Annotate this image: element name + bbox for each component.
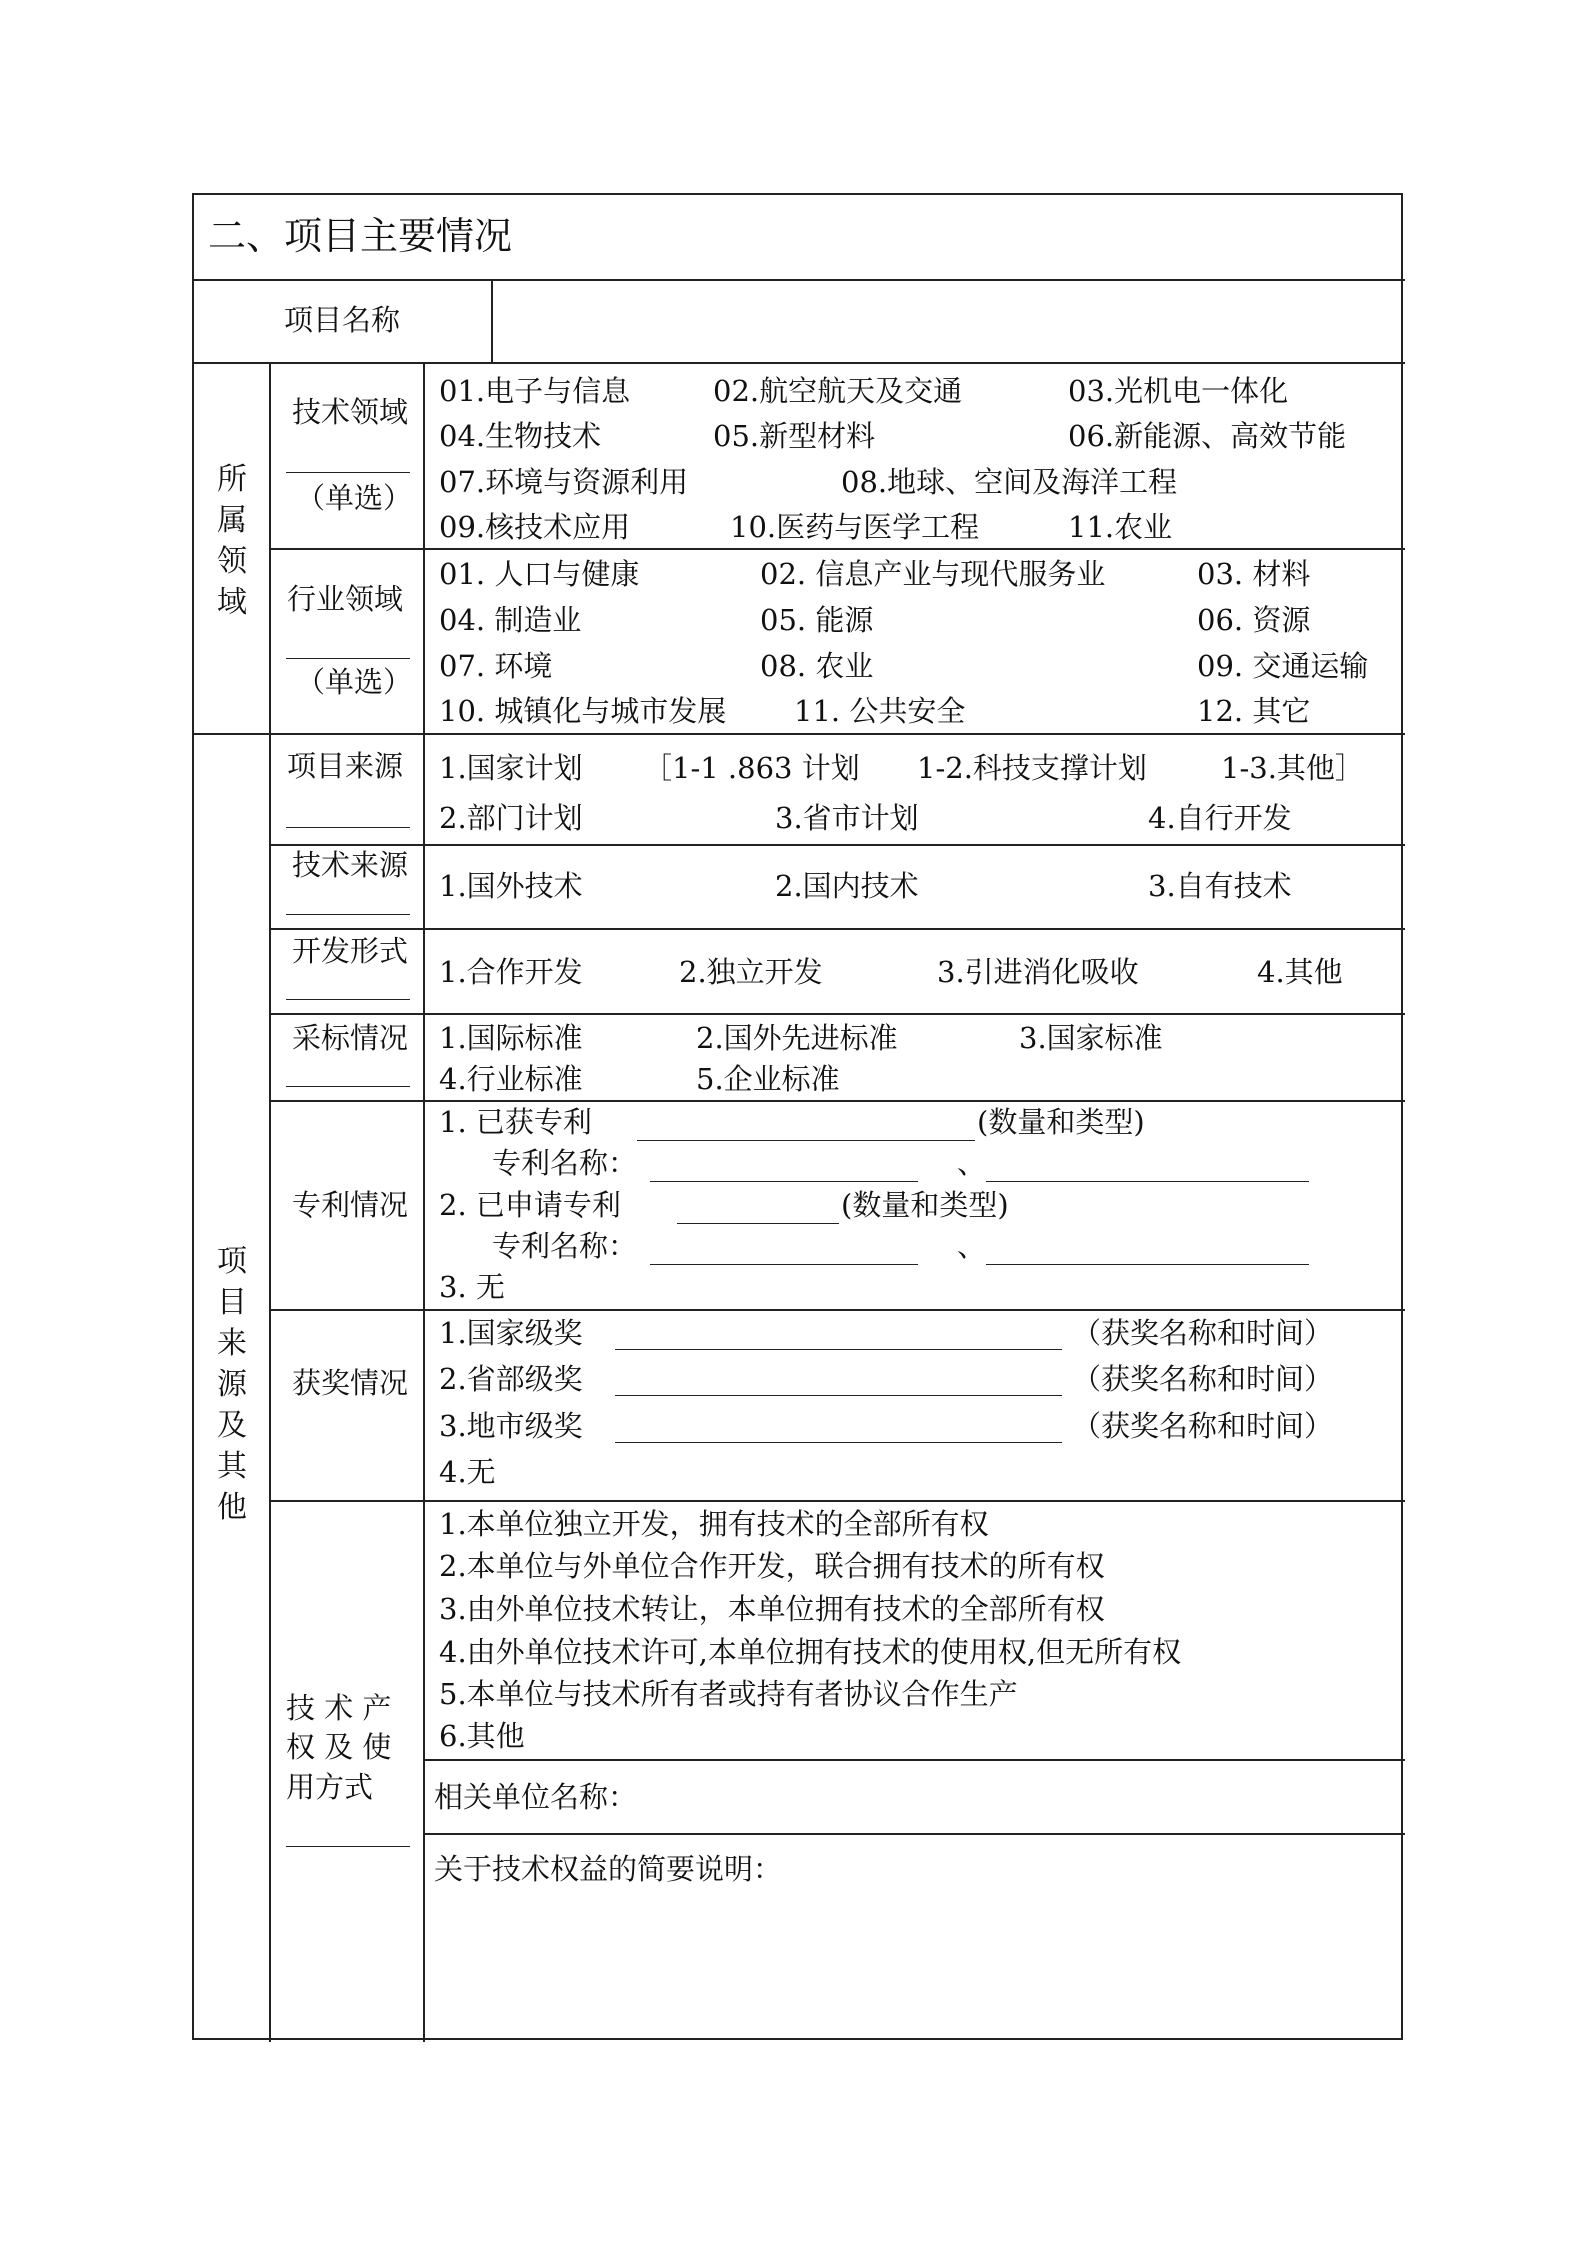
domain-group-char: 属: [217, 503, 247, 538]
tech-option[interactable]: 09.核技术应用: [439, 510, 631, 544]
project-source-label: 项目来源: [287, 749, 404, 783]
industry-option[interactable]: 01. 人口与健康: [439, 557, 640, 591]
rule-field-label-col-b: [423, 733, 425, 2042]
standard-option[interactable]: 3.国家标准: [1019, 1021, 1163, 1055]
patent-name-blank[interactable]: [650, 1181, 918, 1182]
tech-domain-label: 技术领域: [292, 395, 409, 429]
award-note: （获奖名称和时间）: [1072, 1409, 1334, 1443]
domain-group-char: 域: [217, 585, 247, 620]
tech-domain-note: （单选）: [296, 481, 413, 515]
award-blank[interactable]: [615, 1442, 1062, 1443]
rule-group-label-col: [269, 362, 271, 2042]
industry-option[interactable]: 07. 环境: [439, 649, 553, 683]
industry-domain-label-underline: [286, 658, 410, 659]
tech-option[interactable]: 10.医药与医学工程: [730, 510, 980, 544]
dev-form-option[interactable]: 1.合作开发: [439, 955, 583, 989]
dev-form-label: 开发形式: [292, 934, 409, 968]
project-source-option[interactable]: ［1-1 .863 计划: [643, 751, 860, 785]
project-info-form: [192, 193, 1403, 2040]
domain-group-label: [212, 459, 252, 623]
project-source-label-underline: [286, 827, 410, 828]
project-source-option[interactable]: 4.自行开发: [1148, 801, 1292, 835]
dev-form-label-underline: [286, 999, 410, 1000]
ip-option[interactable]: 6.其他: [439, 1719, 525, 1753]
source-group-char: 其: [217, 1449, 247, 1484]
dev-form-option[interactable]: 4.其他: [1257, 955, 1343, 989]
patent-obtained-blank[interactable]: [637, 1140, 975, 1141]
source-group-char: 源: [217, 1367, 247, 1402]
award-item: 1.国家级奖: [439, 1316, 583, 1350]
tech-option[interactable]: 07.环境与资源利用: [439, 465, 689, 499]
ip-option[interactable]: 4.由外单位技术许可,本单位拥有技术的使用权,但无所有权: [439, 1635, 1182, 1669]
award-note: （获奖名称和时间）: [1072, 1316, 1334, 1350]
rule-standard-bottom: [269, 1100, 1405, 1102]
tech-option[interactable]: 02.航空航天及交通: [713, 374, 963, 408]
tech-option[interactable]: 03.光机电一体化: [1068, 374, 1289, 408]
patent-label: 专利情况: [292, 1188, 409, 1222]
award-none[interactable]: 4.无: [439, 1455, 496, 1489]
patent-name-label: 专利名称：: [492, 1146, 638, 1180]
source-group-char: 目: [217, 1285, 247, 1320]
ip-option[interactable]: 5.本单位与技术所有者或持有者协议合作生产: [439, 1677, 1018, 1711]
industry-option[interactable]: 10. 城镇化与城市发展: [439, 694, 727, 728]
patent-obtained-note: (数量和类型): [977, 1105, 1145, 1139]
industry-option[interactable]: 04. 制造业: [439, 603, 582, 637]
ip-brief-input[interactable]: [427, 1895, 1403, 2038]
project-source-option[interactable]: 1-3.其他］: [1221, 751, 1364, 785]
rule-field-label-col-a: [423, 362, 425, 733]
standard-option[interactable]: 2.国外先进标准: [696, 1021, 898, 1055]
ip-label-underline: [286, 1846, 410, 1847]
tech-option[interactable]: 01.电子与信息: [439, 374, 631, 408]
tech-domain-label-underline: [286, 472, 410, 473]
rule-techsource-bottom: [269, 928, 1405, 930]
source-group-char: 他: [217, 1490, 247, 1525]
project-name-label: 项目名称: [284, 303, 401, 337]
rule-award-bottom: [269, 1500, 1405, 1502]
tech-option[interactable]: 06.新能源、高效节能: [1068, 419, 1347, 453]
project-source-option[interactable]: 1-2.科技支撑计划: [917, 751, 1147, 785]
ip-label-line: 权 及 使: [286, 1730, 392, 1764]
tech-source-label-underline: [286, 914, 410, 915]
award-blank[interactable]: [615, 1349, 1062, 1350]
dev-form-option[interactable]: 3.引进消化吸收: [937, 955, 1139, 989]
patent-name-blank[interactable]: [986, 1264, 1309, 1265]
rule-domain-group-bottom: [194, 733, 1405, 735]
ip-label-line: 用方式: [286, 1770, 374, 1804]
patent-name-label: 专利名称：: [492, 1229, 638, 1263]
rule-ip-options-bottom: [423, 1759, 1405, 1761]
patent-applied: 2. 已申请专利: [439, 1188, 621, 1222]
standard-option[interactable]: 4.行业标准: [439, 1062, 583, 1096]
rule-name-divider: [491, 279, 493, 362]
tech-source-option[interactable]: 3.自有技术: [1148, 869, 1292, 903]
award-label: 获奖情况: [292, 1366, 409, 1400]
patent-name-separator: 、: [957, 1229, 987, 1263]
industry-option[interactable]: 08. 农业: [760, 649, 874, 683]
patent-name-separator: 、: [957, 1146, 987, 1180]
industry-option[interactable]: 03. 材料: [1197, 557, 1311, 591]
project-name-input[interactable]: [494, 281, 1403, 361]
source-group-char: 及: [217, 1408, 247, 1443]
source-group-label: [212, 1241, 252, 1528]
rule-tech-domain-bottom: [269, 548, 1405, 550]
related-unit-input[interactable]: [644, 1763, 1402, 1831]
ip-option[interactable]: 3.由外单位技术转让，本单位拥有技术的全部所有权: [439, 1592, 1105, 1626]
ip-option[interactable]: 2.本单位与外单位合作开发，联合拥有技术的所有权: [439, 1549, 1105, 1583]
dev-form-option[interactable]: 2.独立开发: [679, 955, 823, 989]
tech-option[interactable]: 11.农业: [1068, 510, 1173, 544]
related-unit-label: 相关单位名称：: [434, 1780, 638, 1814]
tech-option[interactable]: 04.生物技术: [439, 419, 602, 453]
award-note: （获奖名称和时间）: [1072, 1362, 1334, 1396]
section-title: 二、项目主要情况: [208, 214, 513, 258]
domain-group-char: 领: [217, 544, 247, 579]
standard-option[interactable]: 1.国际标准: [439, 1021, 583, 1055]
tech-source-option[interactable]: 1.国外技术: [439, 869, 583, 903]
rule-source-bottom: [269, 844, 1405, 846]
standard-option[interactable]: 5.企业标准: [696, 1062, 840, 1096]
award-item: 3.地市级奖: [439, 1409, 583, 1443]
industry-option[interactable]: 05. 能源: [760, 603, 874, 637]
tech-source-option[interactable]: 2.国内技术: [775, 869, 919, 903]
project-source-option[interactable]: 3.省市计划: [775, 801, 919, 835]
industry-domain-label: 行业领域: [287, 582, 404, 616]
patent-applied-note: (数量和类型): [841, 1188, 1009, 1222]
standard-label: 采标情况: [292, 1021, 409, 1055]
rule-name-bottom: [194, 362, 1405, 364]
project-source-option[interactable]: 2.部门计划: [439, 801, 583, 835]
source-group-char: 来: [217, 1326, 247, 1361]
tech-source-label: 技术来源: [292, 848, 409, 882]
standard-label-underline: [286, 1086, 410, 1087]
ip-brief-label: 关于技术权益的简要说明：: [434, 1852, 783, 1886]
ip-label-line: 技 术 产: [286, 1691, 392, 1725]
patent-name-blank[interactable]: [986, 1181, 1309, 1182]
award-blank[interactable]: [615, 1395, 1062, 1396]
industry-option[interactable]: 12. 其它: [1197, 694, 1311, 728]
award-item: 2.省部级奖: [439, 1362, 583, 1396]
industry-option[interactable]: 09. 交通运输: [1197, 649, 1369, 683]
industry-domain-note: （单选）: [296, 665, 413, 699]
tech-option[interactable]: 05.新型材料: [713, 419, 876, 453]
rule-related-unit-bottom: [423, 1833, 1405, 1835]
rule-patent-bottom: [269, 1309, 1405, 1311]
ip-option[interactable]: 1.本单位独立开发，拥有技术的全部所有权: [439, 1507, 989, 1541]
patent-obtained: 1. 已获专利: [439, 1105, 592, 1139]
rule-devform-bottom: [269, 1013, 1405, 1015]
industry-option[interactable]: 02. 信息产业与现代服务业: [760, 557, 1106, 591]
patent-name-blank[interactable]: [650, 1264, 918, 1265]
domain-group-char: 所: [217, 462, 247, 497]
industry-option[interactable]: 06. 资源: [1197, 603, 1311, 637]
patent-none[interactable]: 3. 无: [439, 1270, 505, 1304]
source-group-char: 项: [217, 1244, 247, 1279]
project-source-option[interactable]: 1.国家计划: [439, 751, 583, 785]
industry-option[interactable]: 11. 公共安全: [794, 694, 966, 728]
tech-option[interactable]: 08.地球、空间及海洋工程: [841, 465, 1178, 499]
patent-applied-blank[interactable]: [677, 1223, 839, 1224]
